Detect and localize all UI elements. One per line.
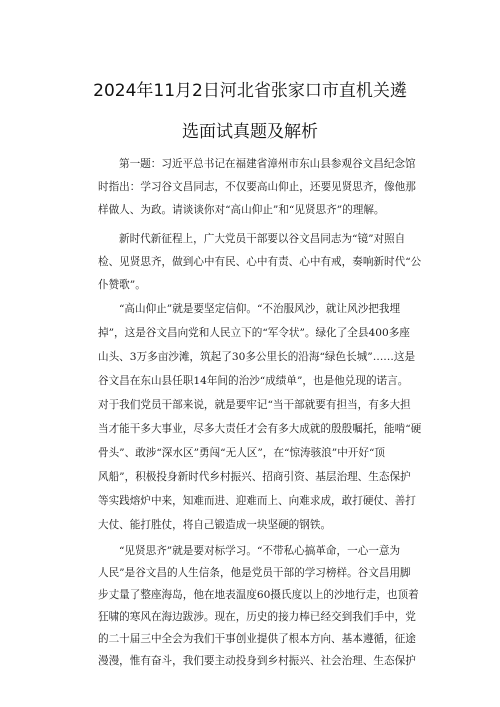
paragraph-4-line-2: 人民”是谷文昌的人生信条，他是党员干部的学习榜样。谷文昌用脚 xyxy=(98,567,411,579)
paragraph-2-line-3: 仆赞歌”。 xyxy=(98,279,146,291)
paragraph-3-line-9: 等实践熔炉中来，知难而进、迎难而上、向难求成，敢打硬仗、善打 xyxy=(98,495,416,507)
paragraph-4-line-4: 狂啸的寒风在海边跋涉。现在，历史的接力棒已经交到我们手中，党 xyxy=(98,611,416,623)
paragraph-2-line-1: 新时代新征程上，广大党员干部要以谷文昌同志为“镜”对照自 xyxy=(119,233,406,245)
paragraph-3-line-3: 山头、3万多亩沙滩，筑起了30多公里长的沿海“绿色长城”……这是 xyxy=(98,351,416,363)
paragraph-1-line-3: 样做人、为政。请谈谈你对“高山仰止”和“见贤思齐”的理解。 xyxy=(98,204,385,216)
paragraph-4-line-5: 的二十届三中全会为我们干事创业提供了根本方向、基本遵循，征途 xyxy=(98,633,416,645)
document-title-line-2: 选面试真题及解析 xyxy=(182,122,318,142)
paragraph-3-line-7: 骨头”、敢涉“深水区”勇闯“无人区”，在“惊涛骇浪”中开好“顶 xyxy=(98,447,385,459)
paragraph-3-line-2: 掉”，这是谷文昌向党和人民立下的“军令状”。绿化了全县400多座 xyxy=(98,327,410,339)
paragraph-4-line-1: “见贤思齐”就是要对标学习。“不带私心搞革命，一心一意为 xyxy=(119,545,401,557)
paragraph-3-line-4: 谷文昌在东山县任职14年间的治沙“成绩单”，也是他兑现的诺言。 xyxy=(98,375,409,387)
document-title-line-1: 2024年11月2日河北省张家口市直机关遴 xyxy=(93,81,407,101)
paragraph-4-line-3: 步丈量了整座海岛，他在地表温度60摄氏度以上的沙地行走，也顶着 xyxy=(98,589,419,601)
paragraph-1-line-2: 时指出：学习谷文昌同志，不仅要高山仰止，还要见贤思齐，像他那 xyxy=(98,181,416,193)
paragraph-1-line-1: 第一题：习近平总书记在福建省漳州市东山县参观谷文昌纪念馆 xyxy=(119,158,416,170)
paragraph-3-line-6: 当才能干多大事业，尽多大责任才会有多大成就的殷殷嘱托，能啃“硬 xyxy=(98,423,422,435)
paragraph-3-line-10: 大仗、能打胜仗，将自己锻造成一块坚硬的钢铁。 xyxy=(98,519,332,531)
paragraph-3-line-8: 风船”，积极投身新时代乡村振兴、招商引资、基层治理、生态保护 xyxy=(98,471,411,483)
paragraph-3-line-5: 对于我们党员干部来说，就是要牢记“当干部就要有担当，有多大担 xyxy=(98,399,411,411)
paragraph-4-line-6: 漫漫，惟有奋斗，我们要主动投身到乡村振兴、社会治理、生态保护 xyxy=(98,655,416,667)
paragraph-2-line-2: 检、见贤思齐，做到心中有民、心中有责、心中有戒，奏响新时代“公 xyxy=(98,256,422,268)
paragraph-3-line-1: “高山仰止”就是要坚定信仰。“不治服风沙，就让风沙把我埋 xyxy=(119,303,401,315)
